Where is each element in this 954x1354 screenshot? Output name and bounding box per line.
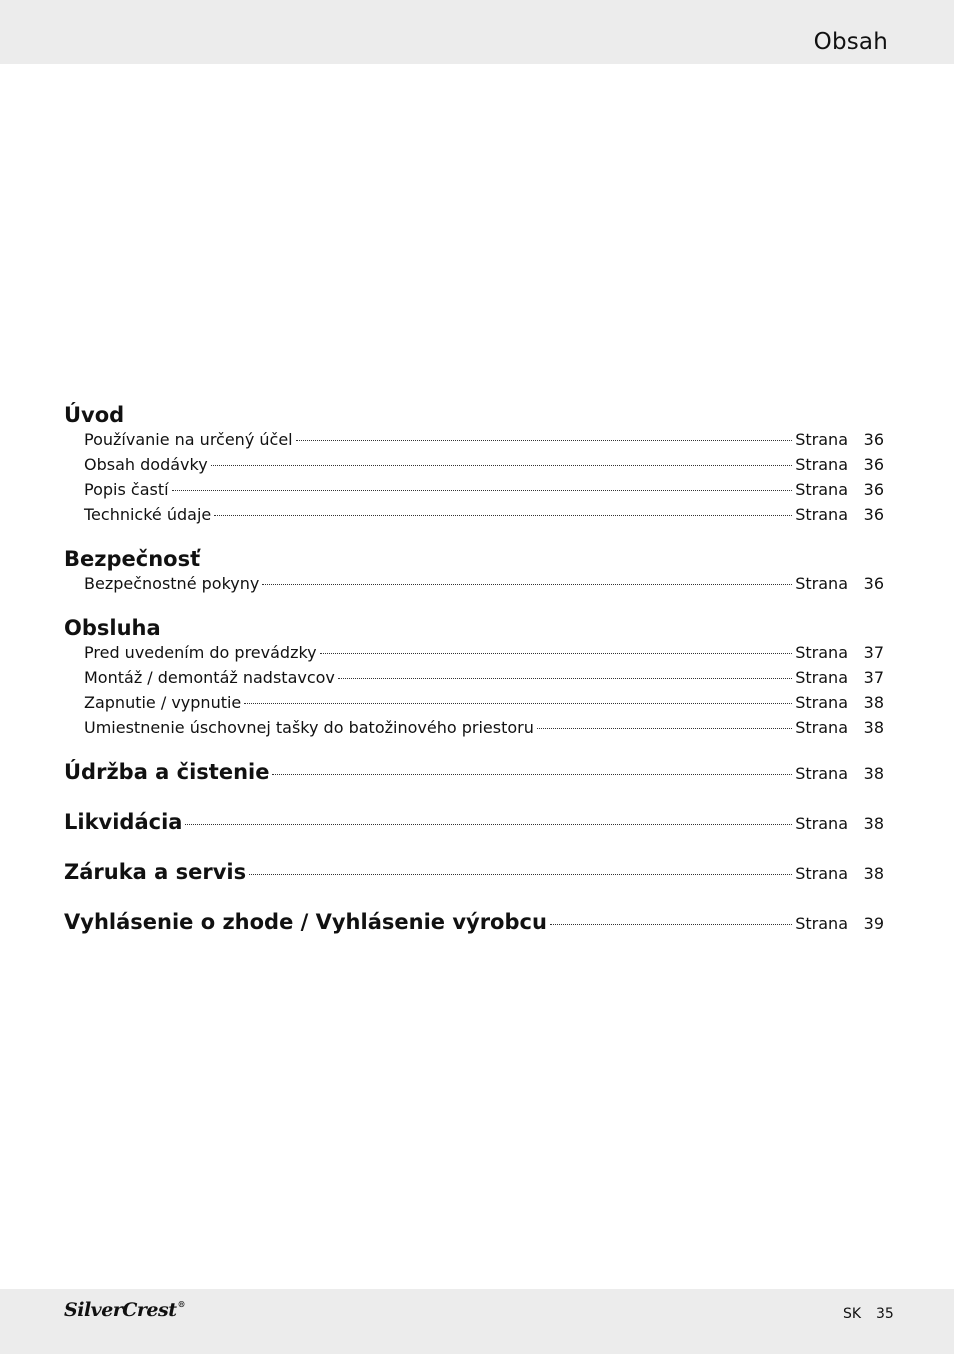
toc-entry-page: 38 — [863, 864, 884, 883]
toc-section-obsluha — [64, 613, 884, 743]
toc-entry-page: 36 — [863, 430, 884, 449]
toc-entry-label: Obsah dodávky — [84, 455, 208, 474]
toc-entry-page: 38 — [863, 814, 884, 833]
toc-entry-page: 36 — [863, 480, 884, 499]
toc-entry-strana: Strana — [795, 693, 848, 712]
dot-leader — [320, 653, 793, 654]
dot-leader — [537, 728, 792, 729]
toc-entry[interactable] — [64, 574, 884, 599]
toc-entry-page: 38 — [863, 718, 884, 737]
dot-leader — [262, 584, 792, 585]
toc-entry[interactable] — [64, 668, 884, 693]
toc-entry-label: Popis častí — [84, 480, 169, 499]
dot-leader — [272, 774, 792, 775]
toc-entry-page: 38 — [863, 764, 884, 783]
dot-leader — [338, 678, 792, 679]
toc-entry-label: Zapnutie / vypnutie — [84, 693, 242, 712]
dot-leader — [296, 440, 793, 441]
toc-heading-label: Údržba a čistenie — [64, 760, 270, 784]
toc-section-uvod — [64, 400, 884, 530]
dot-leader — [244, 703, 792, 704]
registered-mark: ® — [177, 1299, 185, 1309]
toc-heading-entry[interactable] — [64, 757, 884, 807]
toc-entry-label: Bezpečnostné pokyny — [84, 574, 260, 593]
toc-entry-label: Pred uvedením do prevádzky — [84, 643, 317, 662]
toc-heading-entry[interactable] — [64, 857, 884, 907]
toc-entry-strana: Strana — [795, 430, 848, 449]
toc-entry-page: 39 — [863, 914, 884, 933]
toc-entry-strana: Strana — [795, 764, 848, 783]
toc-entry-label: Technické údaje — [84, 505, 212, 524]
table-of-contents — [64, 400, 884, 957]
dot-leader — [249, 874, 792, 875]
brand-name: SilverCrest — [64, 1299, 177, 1321]
toc-entry-page: 36 — [863, 574, 884, 593]
page-number: 35 — [876, 1306, 894, 1322]
toc-entry-label: Montáž / demontáž nadstavcov — [84, 668, 335, 687]
toc-entry[interactable] — [64, 693, 884, 718]
toc-entry-strana: Strana — [795, 643, 848, 662]
toc-heading-label: Likvidácia — [64, 810, 183, 834]
toc-heading-label: Vyhlásenie o zhode / Vyhlásenie výrobcu — [64, 910, 547, 934]
toc-entry[interactable] — [64, 430, 884, 455]
toc-entry[interactable] — [64, 480, 884, 505]
dot-leader — [211, 465, 793, 466]
section-heading: Obsluha — [64, 616, 161, 640]
toc-entry[interactable] — [64, 455, 884, 480]
dot-leader — [172, 490, 793, 491]
toc-entry-strana: Strana — [795, 668, 848, 687]
toc-entry-page: 36 — [863, 455, 884, 474]
section-heading: Úvod — [64, 403, 125, 427]
page-title: Obsah — [813, 29, 888, 55]
toc-entry-label: Umiestnenie úschovnej tašky do batožinového priestoru — [84, 718, 534, 737]
toc-entry-label: Používanie na určený účel — [84, 430, 293, 449]
dot-leader — [550, 924, 792, 925]
toc-heading-entry[interactable] — [64, 907, 884, 957]
toc-entry[interactable] — [64, 718, 884, 743]
brand-logo — [64, 1299, 185, 1321]
toc-entry-strana: Strana — [795, 864, 848, 883]
toc-entry-strana: Strana — [795, 814, 848, 833]
toc-heading-entry[interactable] — [64, 807, 884, 857]
header-bar — [0, 0, 954, 64]
toc-entry-strana: Strana — [795, 574, 848, 593]
toc-entry-strana: Strana — [795, 505, 848, 524]
toc-entry-strana: Strana — [795, 718, 848, 737]
dot-leader — [185, 824, 792, 825]
toc-heading-label: Záruka a servis — [64, 860, 247, 884]
toc-entry-strana: Strana — [795, 455, 848, 474]
section-heading: Bezpečnosť — [64, 547, 201, 571]
toc-entry-page: 37 — [863, 668, 884, 687]
toc-entry-page: 38 — [863, 693, 884, 712]
toc-entry[interactable] — [64, 505, 884, 530]
toc-entry-strana: Strana — [795, 480, 848, 499]
toc-entry-page: 37 — [863, 643, 884, 662]
toc-entry-page: 36 — [863, 505, 884, 524]
toc-entry[interactable] — [64, 643, 884, 668]
toc-section-bezpecnost — [64, 544, 884, 599]
language-code: SK — [843, 1306, 862, 1322]
dot-leader — [214, 515, 792, 516]
toc-entry-strana: Strana — [795, 914, 848, 933]
